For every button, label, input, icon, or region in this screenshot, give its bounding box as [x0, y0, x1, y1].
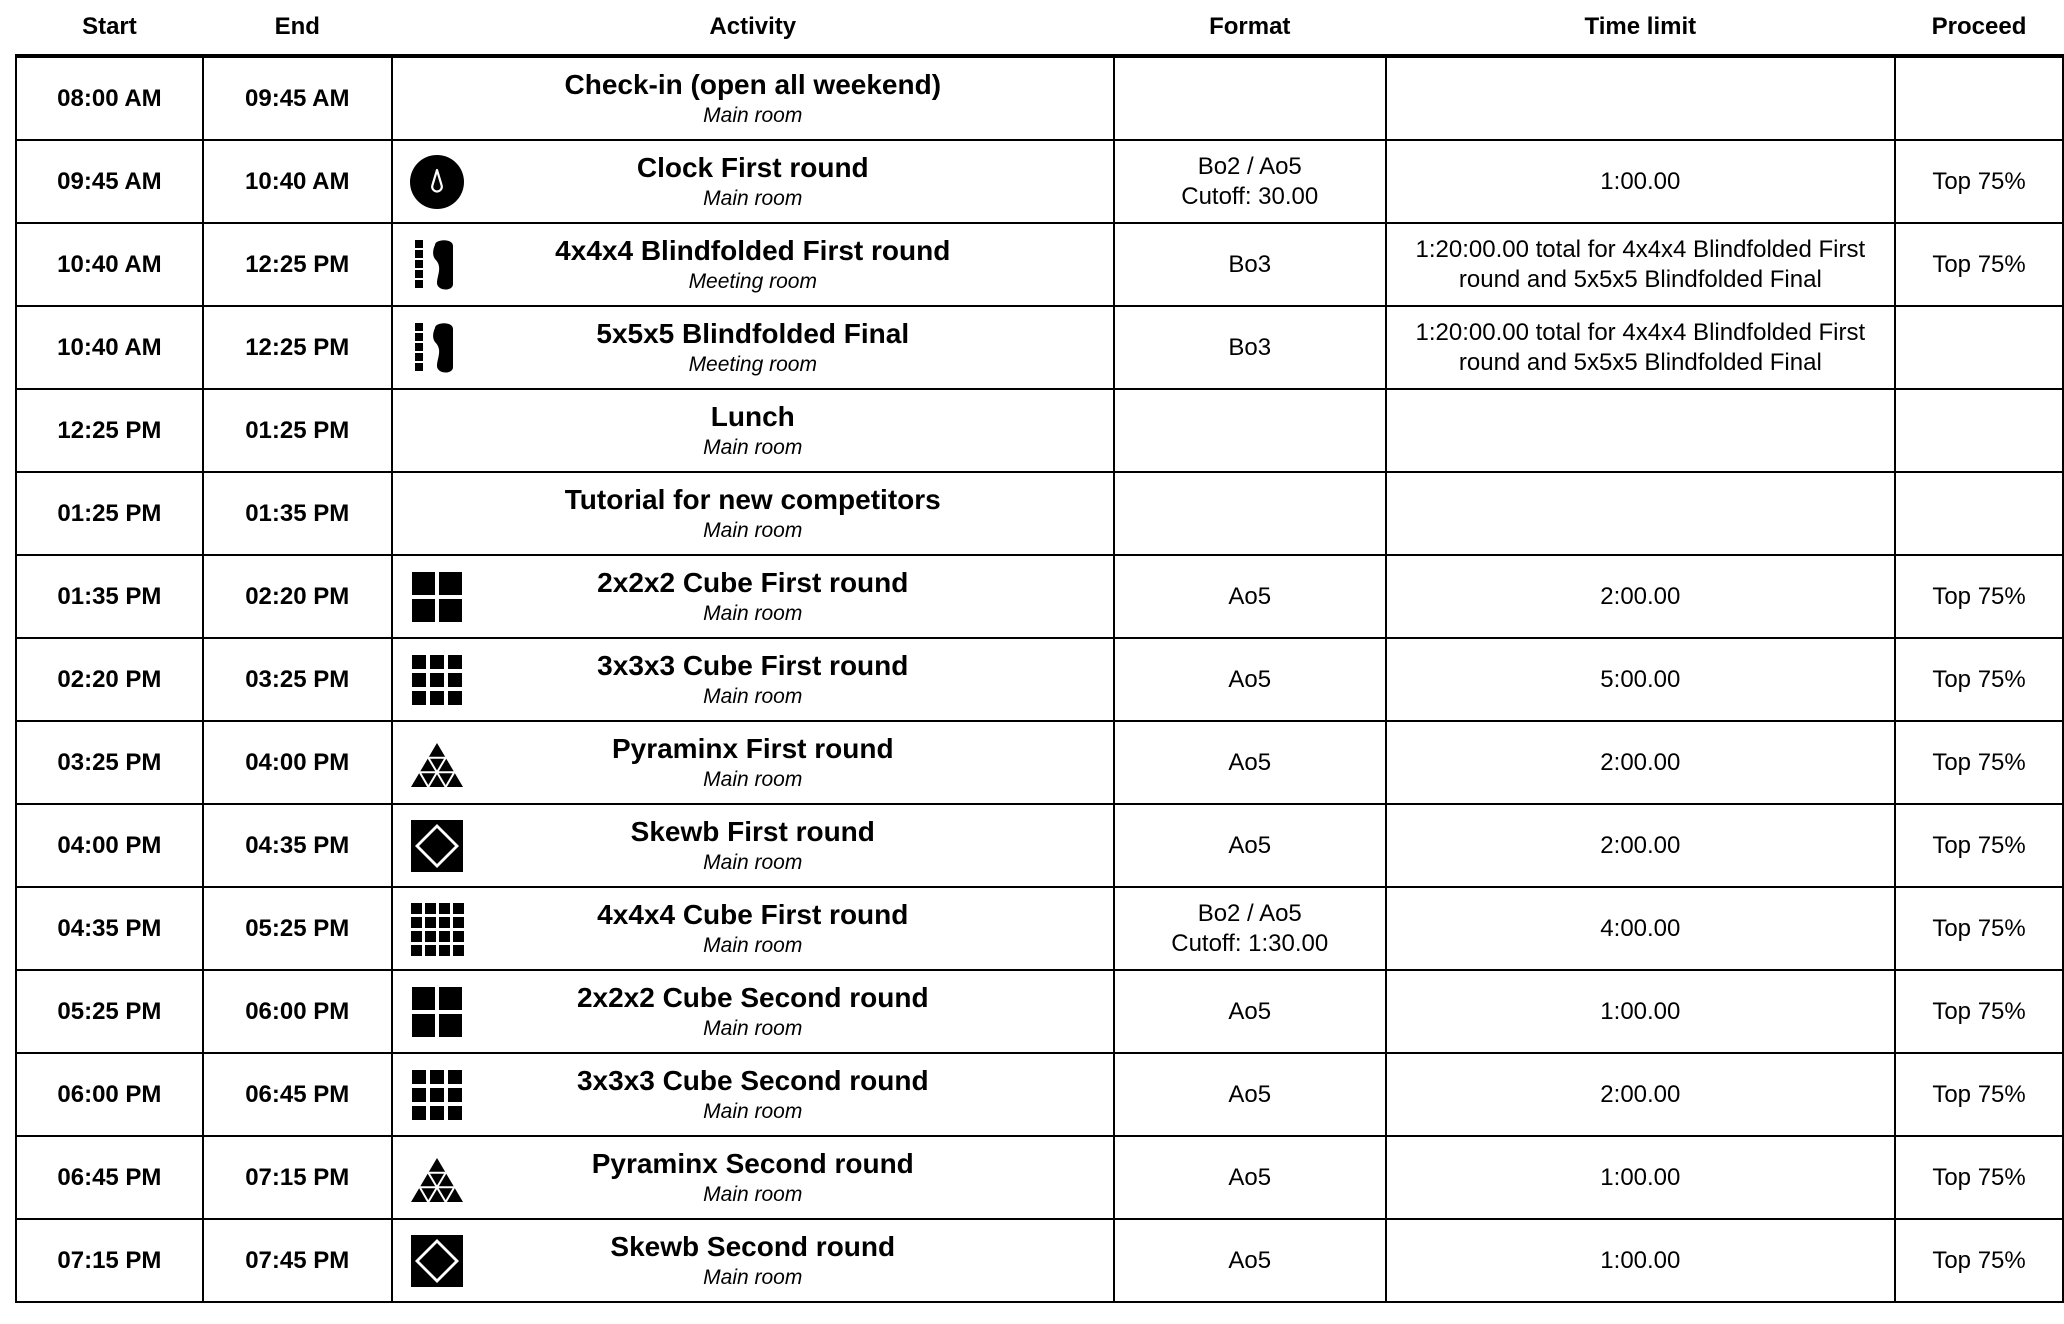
- proceed-cell: [1895, 306, 2063, 389]
- start-time: 02:20 PM: [16, 638, 203, 721]
- activity-room: Main room: [703, 933, 803, 957]
- format-cell: [1114, 56, 1386, 140]
- schedule-table: [15, 0, 2064, 1303]
- activity-cell: [392, 555, 1114, 638]
- schedule-row: [16, 223, 2063, 306]
- time-limit-cell: [1386, 555, 1895, 638]
- activity-room: Main room: [703, 103, 803, 127]
- end-time: 01:35 PM: [203, 472, 392, 555]
- skewb-icon: [409, 1233, 465, 1289]
- cube-4x4-icon: [409, 901, 465, 957]
- schedule-row: [16, 389, 2063, 472]
- activity-name: Pyraminx First round: [611, 732, 894, 764]
- start-time: 06:45 PM: [16, 1136, 203, 1219]
- format-cell: [1114, 721, 1386, 804]
- schedule-row: [16, 721, 2063, 804]
- end-time: 07:15 PM: [203, 1136, 392, 1219]
- activity-name: Check-in (open all weekend): [564, 68, 942, 100]
- format-cell: [1114, 638, 1386, 721]
- proceed-cell: Top 75%: [1895, 223, 2063, 306]
- end-time: 06:00 PM: [203, 970, 392, 1053]
- schedule-row: [16, 638, 2063, 721]
- time-limit-cell: [1386, 306, 1895, 389]
- pyraminx-icon: [409, 1150, 465, 1206]
- cube-2x2-icon: [409, 984, 465, 1040]
- time-limit-line: 1:20:00.00 total for 4x4x4 Blindfolded First: [1415, 235, 1866, 263]
- time-limit-cell: [1386, 223, 1895, 306]
- start-time: 06:00 PM: [16, 1053, 203, 1136]
- time-limit-line: 1:20:00.00 total for 4x4x4 Blindfolded First: [1415, 318, 1866, 346]
- activity-cell: [392, 306, 1114, 389]
- format-line: Bo2 / Ao5: [1197, 899, 1302, 927]
- time-limit-cell: [1386, 804, 1895, 887]
- format-cell: [1114, 1053, 1386, 1136]
- activity-name: Lunch: [710, 400, 795, 432]
- start-time: 04:00 PM: [16, 804, 203, 887]
- time-limit-line: 5:00.00: [1600, 665, 1681, 693]
- time-limit-cell: [1386, 887, 1895, 970]
- schedule-row: [16, 555, 2063, 638]
- format-cell: [1114, 970, 1386, 1053]
- time-limit-cell: [1386, 970, 1895, 1053]
- activity-cell: [392, 223, 1114, 306]
- blindfold-icon: [409, 237, 465, 293]
- start-time: 03:25 PM: [16, 721, 203, 804]
- start-time: 10:40 AM: [16, 306, 203, 389]
- header-start: Start: [16, 0, 203, 56]
- activity-name: 4x4x4 Blindfolded First round: [555, 234, 951, 266]
- activity-cell: [392, 1219, 1114, 1302]
- time-limit-line: 2:00.00: [1600, 1080, 1681, 1108]
- format-line: Cutoff: 30.00: [1181, 182, 1319, 210]
- cube-2x2-icon: [409, 569, 465, 625]
- activity-room: Meeting room: [688, 269, 817, 293]
- activity-cell: [392, 1053, 1114, 1136]
- header-end: End: [203, 0, 392, 56]
- schedule-row: [16, 140, 2063, 223]
- activity-name: 5x5x5 Blindfolded Final: [596, 317, 910, 349]
- format-line: Ao5: [1228, 748, 1272, 776]
- start-time: 01:35 PM: [16, 555, 203, 638]
- proceed-cell: Top 75%: [1895, 804, 2063, 887]
- time-limit-cell: [1386, 1053, 1895, 1136]
- activity-name: 2x2x2 Cube Second round: [576, 981, 929, 1013]
- schedule-row: [16, 887, 2063, 970]
- start-time: 07:15 PM: [16, 1219, 203, 1302]
- start-time: 01:25 PM: [16, 472, 203, 555]
- time-limit-line: round and 5x5x5 Blindfolded Final: [1458, 265, 1822, 293]
- format-line: Ao5: [1228, 665, 1272, 693]
- format-line: Cutoff: 1:30.00: [1171, 929, 1329, 957]
- activity-cell: [392, 721, 1114, 804]
- proceed-cell: Top 75%: [1895, 1219, 2063, 1302]
- start-time: 08:00 AM: [16, 56, 203, 140]
- activity-room: Meeting room: [688, 352, 817, 376]
- start-time: 09:45 AM: [16, 140, 203, 223]
- activity-cell: [392, 56, 1114, 140]
- time-limit-cell: [1386, 389, 1895, 472]
- schedule-body: [16, 56, 2063, 1302]
- end-time: 12:25 PM: [203, 223, 392, 306]
- time-limit-line: 2:00.00: [1600, 582, 1681, 610]
- start-time: 12:25 PM: [16, 389, 203, 472]
- time-limit-cell: [1386, 472, 1895, 555]
- activity-room: Main room: [703, 1099, 803, 1123]
- cube-3x3-icon: [409, 1067, 465, 1123]
- schedule-row: [16, 1136, 2063, 1219]
- format-line: Ao5: [1228, 1080, 1272, 1108]
- format-cell: [1114, 472, 1386, 555]
- time-limit-cell: [1386, 1219, 1895, 1302]
- schedule-row: [16, 306, 2063, 389]
- format-line: Ao5: [1228, 582, 1272, 610]
- format-cell: [1114, 804, 1386, 887]
- time-limit-line: 2:00.00: [1600, 831, 1681, 859]
- time-limit-line: 1:00.00: [1600, 997, 1681, 1025]
- header-format: Format: [1114, 0, 1386, 56]
- end-time: 09:45 AM: [203, 56, 392, 140]
- proceed-cell: Top 75%: [1895, 1053, 2063, 1136]
- cube-3x3-icon: [409, 652, 465, 708]
- header-time-limit: Time limit: [1386, 0, 1895, 56]
- activity-cell: [392, 887, 1114, 970]
- activity-name: 3x3x3 Cube Second round: [576, 1064, 929, 1096]
- blindfold-icon: [409, 320, 465, 376]
- schedule-row: [16, 804, 2063, 887]
- end-time: 12:25 PM: [203, 306, 392, 389]
- activity-name: Tutorial for new competitors: [564, 483, 941, 515]
- proceed-cell: Top 75%: [1895, 970, 2063, 1053]
- activity-name: Clock First round: [636, 151, 869, 183]
- format-line: Ao5: [1228, 997, 1272, 1025]
- end-time: 06:45 PM: [203, 1053, 392, 1136]
- format-line: Ao5: [1228, 831, 1272, 859]
- end-time: 04:35 PM: [203, 804, 392, 887]
- end-time: 10:40 AM: [203, 140, 392, 223]
- format-cell: [1114, 887, 1386, 970]
- pyraminx-icon: [409, 735, 465, 791]
- activity-name: Skewb First round: [630, 815, 875, 847]
- time-limit-line: round and 5x5x5 Blindfolded Final: [1458, 348, 1822, 376]
- proceed-cell: Top 75%: [1895, 140, 2063, 223]
- activity-name: 2x2x2 Cube First round: [597, 566, 909, 598]
- activity-cell: [392, 140, 1114, 223]
- end-time: 03:25 PM: [203, 638, 392, 721]
- proceed-cell: [1895, 56, 2063, 140]
- proceed-cell: Top 75%: [1895, 887, 2063, 970]
- proceed-cell: Top 75%: [1895, 721, 2063, 804]
- proceed-cell: [1895, 472, 2063, 555]
- start-time: 05:25 PM: [16, 970, 203, 1053]
- activity-cell: [392, 389, 1114, 472]
- proceed-cell: Top 75%: [1895, 638, 2063, 721]
- schedule-header: [16, 0, 2063, 56]
- activity-room: Main room: [703, 601, 803, 625]
- activity-cell: [392, 472, 1114, 555]
- time-limit-cell: [1386, 56, 1895, 140]
- skewb-icon: [409, 818, 465, 874]
- activity-name: Skewb Second round: [610, 1230, 896, 1262]
- time-limit-line: 2:00.00: [1600, 748, 1681, 776]
- format-line: Bo3: [1228, 250, 1272, 278]
- time-limit-cell: [1386, 721, 1895, 804]
- activity-room: Main room: [703, 1016, 803, 1040]
- activity-cell: [392, 970, 1114, 1053]
- format-cell: [1114, 555, 1386, 638]
- format-cell: [1114, 140, 1386, 223]
- end-time: 07:45 PM: [203, 1219, 392, 1302]
- end-time: 04:00 PM: [203, 721, 392, 804]
- schedule-row: [16, 472, 2063, 555]
- format-cell: [1114, 223, 1386, 306]
- activity-room: Main room: [703, 518, 803, 542]
- clock-icon: [409, 154, 465, 210]
- activity-room: Main room: [703, 767, 803, 791]
- activity-room: Main room: [703, 1265, 803, 1289]
- proceed-cell: [1895, 389, 2063, 472]
- activity-name: Pyraminx Second round: [591, 1147, 914, 1179]
- activity-room: Main room: [703, 684, 803, 708]
- activity-cell: [392, 1136, 1114, 1219]
- activity-room: Main room: [703, 435, 803, 459]
- time-limit-line: 1:00.00: [1600, 167, 1681, 195]
- end-time: 02:20 PM: [203, 555, 392, 638]
- schedule-row: [16, 970, 2063, 1053]
- activity-cell: [392, 804, 1114, 887]
- activity-room: Main room: [703, 1182, 803, 1206]
- end-time: 01:25 PM: [203, 389, 392, 472]
- header-activity: Activity: [392, 0, 1114, 56]
- time-limit-line: 1:00.00: [1600, 1163, 1681, 1191]
- header-proceed: Proceed: [1895, 0, 2063, 56]
- activity-room: Main room: [703, 850, 803, 874]
- proceed-cell: Top 75%: [1895, 1136, 2063, 1219]
- activity-room: Main room: [703, 186, 803, 210]
- format-line: Ao5: [1228, 1163, 1272, 1191]
- activity-cell: [392, 638, 1114, 721]
- start-time: 04:35 PM: [16, 887, 203, 970]
- proceed-cell: Top 75%: [1895, 555, 2063, 638]
- format-line: Ao5: [1228, 1246, 1272, 1274]
- time-limit-cell: [1386, 1136, 1895, 1219]
- format-cell: [1114, 389, 1386, 472]
- start-time: 10:40 AM: [16, 223, 203, 306]
- time-limit-line: 4:00.00: [1600, 914, 1681, 942]
- format-cell: [1114, 306, 1386, 389]
- schedule-row: [16, 1053, 2063, 1136]
- format-line: Bo3: [1228, 333, 1272, 361]
- time-limit-cell: [1386, 140, 1895, 223]
- end-time: 05:25 PM: [203, 887, 392, 970]
- time-limit-line: 1:00.00: [1600, 1246, 1681, 1274]
- format-line: Bo2 / Ao5: [1197, 152, 1302, 180]
- schedule-row: [16, 1219, 2063, 1302]
- format-cell: [1114, 1136, 1386, 1219]
- activity-name: 3x3x3 Cube First round: [597, 649, 909, 681]
- schedule-row: [16, 56, 2063, 140]
- activity-name: 4x4x4 Cube First round: [597, 898, 909, 930]
- time-limit-cell: [1386, 638, 1895, 721]
- format-cell: [1114, 1219, 1386, 1302]
